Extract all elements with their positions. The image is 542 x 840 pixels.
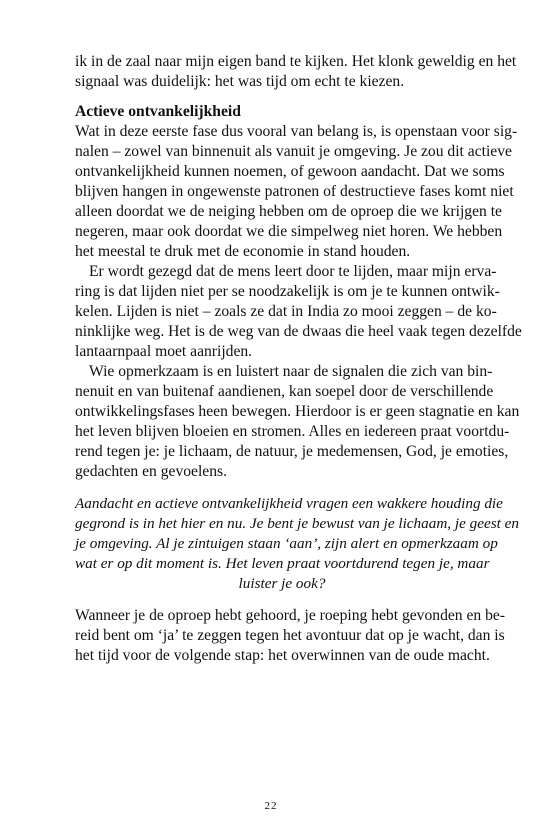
quote-line: gegrond is in het hier en nu. Je bent je bewust van je lichaam, je geest en [75, 515, 519, 532]
paragraph-line: lantaarnpaal moet aanrijden. [75, 343, 253, 360]
paragraph-line: het meestal te druk met de economie in stand houden. [75, 243, 411, 260]
quote-line: wat er op dit moment is. Het leven praat voortdurend tegen je, maar [75, 555, 490, 572]
intro-line: ik in de zaal naar mijn eigen band te kijken. Het klonk geweldig en het [75, 53, 517, 70]
quote-line: je omgeving. Al je zintuigen staan ‘aan’, zijn alert en opmerkzaam op [75, 535, 498, 552]
quote-line: luister je ook? [238, 575, 326, 592]
section-heading: Actieve ontvankelijkheid [75, 103, 241, 120]
page-number: 22 [264, 800, 278, 812]
paragraph-line: het leven blijven bloeien en stromen. Alles en iedereen praat voortdu- [75, 423, 510, 440]
paragraph-line: Wat in deze eerste fase dus vooral van belang is, is openstaan voor sig- [75, 123, 518, 140]
paragraph-line: rend tegen je: je lichaam, de natuur, je medemensen, God, je emoties, [75, 443, 509, 460]
paragraph-line: Wanneer je de oproep hebt gehoord, je roeping hebt gevonden en be- [75, 607, 506, 624]
paragraph-line: nalen – zowel van binnenuit als vanuit je omgeving. Je zou dit actieve [75, 143, 512, 160]
paragraph-line: kelen. Lijden is niet – zoals ze dat in India zo mooi zeggen – de ko- [75, 303, 497, 320]
quote-line: Aandacht en actieve ontvankelijkheid vragen een wakkere houding die [75, 495, 503, 512]
paragraph-line: gedachten en gevoelens. [75, 463, 227, 480]
paragraph-line: blijven hangen in ongewenste patronen of destructieve fases komt niet [75, 183, 514, 200]
paragraph-line: Wie opmerkzaam is en luistert naar de signalen die zich van bin- [89, 363, 493, 380]
intro-line: signaal was duidelijk: het was tijd om echt te kiezen. [75, 73, 405, 90]
paragraph-line: alleen doordat we de neiging hebben om de oproep die we krijgen te [75, 203, 502, 220]
paragraph-line: nenuit en van buitenaf aandienen, kan soepel door de verschillende [75, 383, 494, 400]
paragraph-line: negeren, maar ook doordat we die simpelweg niet horen. We hebben [75, 223, 503, 240]
paragraph-line: ontvankelijkheid kunnen noemen, of gewoon aandacht. Dat we soms [75, 163, 505, 180]
paragraph-line: Er wordt gezegd dat de mens leert door te lijden, maar mijn erva- [89, 263, 497, 280]
paragraph-line: ontwikkelingsfases heen bewegen. Hierdoor is er geen stagnatie en kan [75, 403, 520, 420]
paragraph-line: reid bent om ‘ja’ te zeggen tegen het avontuur dat op je wacht, dan is [75, 627, 505, 644]
paragraph-line: ring is dat lijden niet per se noodzakelijk is om je te kunnen ontwik- [75, 283, 500, 300]
paragraph-line: het tijd voor de volgende stap: het overwinnen van de oude macht. [75, 647, 490, 664]
paragraph-line: ninklijke weg. Het is de weg van de dwaas die heel vaak tegen dezelfde [75, 323, 522, 340]
